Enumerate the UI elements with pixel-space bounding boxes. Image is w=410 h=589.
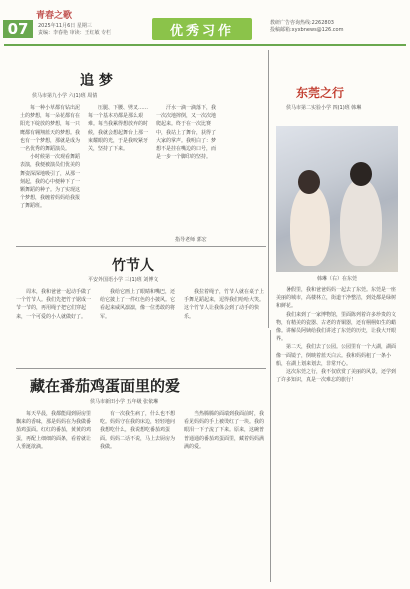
newspaper-brand: 青春之歌 [36, 11, 73, 21]
divider [16, 246, 266, 247]
paragraph: 我们来到了一家博物馆，里面陈列着许多珍贵的文物，有精美的瓷器、古老的青铜器，还有栩栩如生的蜡像。讲解员阿姨给我们讲述了东莞的历史，让我大开眼界。 [276, 311, 397, 343]
article-title-dongguan: 东莞之行 [296, 86, 345, 100]
photo-head-right [350, 162, 372, 186]
article-text-dream-col2 [88, 104, 150, 240]
paragraph: 每一种小草都有钻出泥土的梦想，每一朵花都有在阳光下绽放的梦想，每一只鹰都有翱翔蓝天的梦想。我也有一个梦想，那就是成为一名优秀的舞蹈演员。 [20, 105, 81, 153]
paragraph: 暑假里，我和爸爸妈妈一起去了东莞。东莞是一座美丽的城市，高楼林立，街道干净整洁，到处都是绿树和鲜花。 [276, 287, 397, 310]
photo-caption: 韩琳（右）在东莞 [316, 276, 357, 282]
column-divider [268, 50, 269, 328]
article-byline-dream: 侯马市第九小学 六(1)班 周倩 [32, 93, 98, 99]
paragraph: 有一次我生病了，什么也不想吃。妈妈守在我的床边，轻轻地问我想吃什么，我说想吃番茄鸡蛋面。妈妈二话不说，马上去厨房为我做。 [100, 411, 176, 450]
paragraph: 我给它画上了眼睛和嘴巴，还给它披上了一件红色的小披风。它看起来威风凛凛，像一位勇敢的将军。 [100, 289, 176, 320]
header-rule [4, 44, 406, 46]
article-title-dream: 追 梦 [80, 73, 113, 89]
editors-line: 责编：李春艳 审读：王红敏 专栏 [38, 30, 112, 36]
article-photo [276, 126, 398, 272]
paragraph: 压腿、下腰、劈叉……每一个基本功都是那么艰难。每当我累得想放弃的时候，我就会想起舞台上那一束耀眼的光，于是我咬紧牙关，坚持了下来。 [88, 105, 149, 153]
paragraph: 我拉着绳子，竹节人就在桌子上手舞足蹈起来，逗得我们哈哈大笑。这个竹节人让我体会到了动手的快乐。 [184, 289, 264, 320]
article-title-tomato-noodles: 藏在番茄鸡蛋面里的爱 [30, 377, 181, 395]
divider [16, 368, 266, 369]
photo-head-left [298, 170, 320, 194]
paragraph: 汗水一滴一滴落下，我一次次地摔倒，又一次次地爬起来。终于在一次比赛中，我站上了舞台，获得了大家的掌声。我明白了：梦想不是挂在嘴边的口号，而是一步一个脚印的坚持。 [156, 105, 217, 161]
paragraph: 每天早晨，我都能闻到厨房里飘来的香味，那是妈妈在为我做番茄鸡蛋面。红红的番茄，黄黄的鸡蛋，再配上细细的面条，看着就让人垂涎欲滴。 [16, 411, 92, 450]
paragraph: 这次东莞之行，我不仅欣赏了美丽的风景，还学到了许多知识，真是一次难忘的旅行！ [276, 369, 397, 384]
article-text-bamboo-col2 [100, 288, 178, 366]
article-text-bamboo-col3 [184, 288, 264, 366]
column-divider [270, 330, 271, 582]
paragraph: 周末，我和爸爸一起动手做了一个竹节人。我们先把竹子锯成一节一节的，再用绳子把它们穿起来，一个可爱的小人就做好了。 [16, 289, 92, 320]
issue-date: 2025年11月6日 星期三 [38, 23, 92, 29]
issue-info [38, 23, 111, 37]
article-title-bamboo: 竹节人 [112, 258, 154, 274]
ad-hotline: 教研广告咨询热线:2262803 [270, 20, 334, 26]
article-text-tomato-col2 [100, 410, 178, 582]
paragraph: 小时候第一次观看舞蹈表演，我便被演员们优美的舞姿深深地吸引了，从那一刻起，我的心中便种下了一颗舞蹈的种子。为了实现这个梦想，我缠着妈妈给我报了舞蹈班。 [20, 154, 81, 210]
section-banner [152, 18, 252, 40]
paragraph: 当热腾腾的面端到我面前时，我看见妈妈的手上被烫红了一块。我的眼泪一下子流了下来。原来，这碗普普通通的番茄鸡蛋面里，藏着妈妈满满的爱。 [184, 411, 264, 450]
contact-info [270, 20, 344, 34]
article-text-bamboo-col1 [16, 288, 94, 366]
article-byline-dongguan: 侯马市第二实验小学 四(1)班 韩琳 [286, 105, 362, 111]
photo-person-right [340, 178, 382, 266]
article-byline-tomato-noodles: 侯马市新田小学 五年级 张依琳 [90, 399, 159, 405]
paragraph: 第二天，我们去了公园。公园里有一个大湖，湖面像一面镜子，倒映着蓝天白云。我和妈妈租了一条小船，在湖上划来划去，非常开心。 [276, 344, 397, 367]
article-text-dream-col1 [20, 104, 82, 240]
submission-email: 投稿邮箱:xyxbnews@126.com [270, 27, 344, 33]
article-byline-bamboo: 平安外国语小学 三(1)班 刘博文 [88, 277, 159, 283]
photo-person-left [290, 184, 330, 266]
article-text-tomato-col3 [184, 410, 264, 582]
page-header [0, 0, 410, 44]
article-text-dongguan [276, 286, 400, 582]
section-title: 优秀习作 [169, 24, 234, 39]
article-text-dream-col3 [156, 104, 220, 232]
article-text-tomato-col1 [16, 410, 94, 582]
page-number: 07 [3, 20, 33, 38]
teacher-credit-dream: 指导老师 郭宏 [175, 237, 207, 243]
